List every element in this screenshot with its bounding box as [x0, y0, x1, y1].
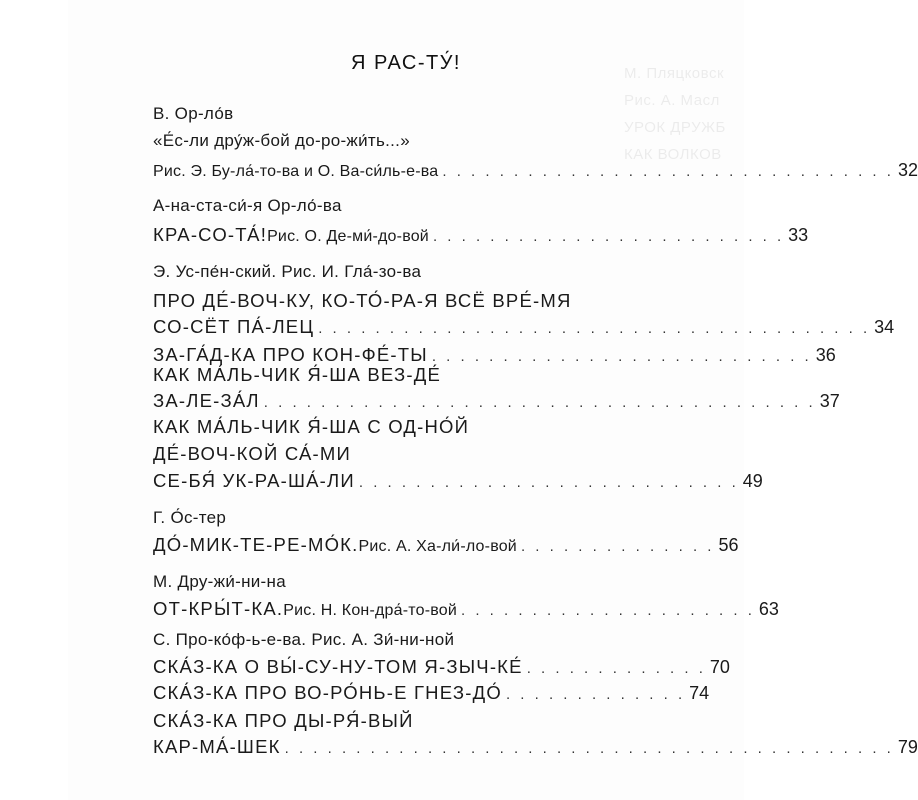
- leader-dots: . . . . . . . . . . . . . . . . . . . . . . . . .: [432, 228, 785, 245]
- page-number: 37: [819, 391, 840, 411]
- page-number: 32: [897, 160, 918, 180]
- page-number: 36: [815, 345, 836, 365]
- leader-dots: . . . . . . . . . . . . . . . . . . . . . . . . . . .: [431, 348, 812, 365]
- illustrator-credit: Рис. Н. Кон-дра́-то-вой: [283, 602, 457, 619]
- story-title: КАК МА́ЛЬ-ЧИК Я́-ША ВЕЗ-ДЕ́: [153, 364, 441, 385]
- toc-entry[interactable]: [153, 534, 739, 562]
- toc-entry[interactable]: [153, 598, 779, 626]
- illustrator-credit: Рис. Э. Бу-ла́-то-ва и О. Ва-си́ль-е-ва: [153, 163, 439, 180]
- toc-entry[interactable]: [153, 160, 918, 188]
- story-title: КРА-СО-ТА́!: [153, 224, 268, 245]
- story-title: ОТ-КРЫ́Т-КА.: [153, 598, 284, 619]
- book-page: [68, 0, 918, 800]
- leader-dots: . . . . . . . . . . . . . . . . . . . . . . . . . . .: [358, 474, 739, 491]
- page-number: 74: [689, 683, 710, 703]
- toc-entry[interactable]: [153, 470, 763, 498]
- story-title: КАК МА́ЛЬ-ЧИК Я́-ША С ОД-НО́Й: [153, 416, 470, 437]
- author-orlov: В. Ор-ло́в: [153, 104, 234, 123]
- leader-dots: . . . . . . . . . . . . . . . . . . . . . . . . . . . . . . . .: [442, 163, 894, 180]
- story-title: СО-СЁТ ПА́-ЛЕЦ: [153, 316, 315, 337]
- page-number: 34: [874, 317, 895, 337]
- table-of-contents: [68, 0, 918, 800]
- author-druzhinina: М. Дру-жи́-ни-на: [153, 572, 286, 591]
- story-title: ПРО ДЕ́-ВОЧ-КУ, КО-ТО́-РА-Я ВСЁ ВРЕ́-МЯ: [153, 290, 572, 311]
- page-number: 33: [788, 225, 809, 245]
- story-title: СКА́З-КА О ВЫ́-СУ-НУ-ТОМ Я-ЗЫЧ-КЕ́: [153, 656, 523, 677]
- story-title: СКА́З-КА ПРО ВО-РО́НЬ-Е ГНЕЗ-ДО́: [153, 682, 502, 703]
- author-oster: Г. О́с-тер: [153, 508, 227, 527]
- story-title: СЕ-БЯ́ УК-РА-ША́-ЛИ: [153, 470, 355, 491]
- toc-entry[interactable]: [153, 224, 809, 252]
- leader-dots: . . . . . . . . . . . . . . . . . . . . .: [461, 602, 755, 619]
- toc-entry[interactable]: [153, 316, 895, 344]
- leader-dots: . . . . . . . . . . . . . . . . . . . . . . . . . . . . . . . . . . . . . . .: [318, 320, 871, 337]
- story-title: ЗА-ГА́Д-КА ПРО КОН-ФЕ́-ТЫ: [153, 344, 428, 365]
- story-title: ЗА-ЛЕ-ЗА́Л: [153, 390, 260, 411]
- toc-entry[interactable]: [153, 736, 918, 764]
- story-title: ДЕ́-ВОЧ-КОЙ СА́-МИ: [153, 443, 351, 464]
- page-number: 70: [709, 657, 730, 677]
- leader-dots: . . . . . . . . . . . . .: [505, 686, 686, 703]
- leader-dots: . . . . . . . . . . . . . . . . . . . . . . . . . . . . . . . . . . . . . . . . . . .: [284, 740, 894, 757]
- author-orlova: А-на-ста-си́-я Ор-ло́-ва: [153, 196, 342, 215]
- story-title: ДО́-МИК-ТЕ-РЕ-МО́К.: [153, 534, 359, 555]
- story-title: КАР-МА́-ШЕК: [153, 736, 281, 757]
- poem-title: «Е́с-ли дру́ж-бой до-ро-жи́ть...»: [153, 131, 410, 150]
- leader-dots: . . . . . . . . . . . . .: [526, 660, 706, 677]
- bleed-through-text: М. Пляцковск Рис. А. Масл УРОК ДРУЖБ КАК ВОЛКОВ: [624, 65, 726, 163]
- author-uspensky: Э. Ус-пе́н-ский. Рис. И. Гла́-зо-ва: [153, 262, 422, 281]
- page-number: 56: [718, 535, 739, 555]
- illustrator-credit: Рис. О. Де-ми́-до-вой: [267, 228, 429, 245]
- toc-entry[interactable]: [153, 656, 730, 684]
- author-prokofieva: С. Про-ко́ф-ь-е-ва. Рис. А. Зи́-ни-ной: [153, 630, 455, 649]
- page-number: 79: [897, 737, 918, 757]
- page-number: 49: [742, 471, 763, 491]
- illustrator-credit: Рис. А. Ха-ли́-ло-вой: [358, 538, 517, 555]
- toc-entry[interactable]: [153, 390, 840, 418]
- leader-dots: . . . . . . . . . . . . . . . . . . . . . . . . . . . . . . . . . . . . . . .: [263, 394, 816, 411]
- section-title: Я РАС-ТУ́!: [351, 52, 461, 74]
- leader-dots: . . . . . . . . . . . . . .: [520, 538, 715, 555]
- story-title: СКА́З-КА ПРО ДЫ-РЯ́-ВЫЙ: [153, 710, 414, 731]
- page-number: 63: [758, 599, 779, 619]
- toc-entry[interactable]: [153, 682, 710, 710]
